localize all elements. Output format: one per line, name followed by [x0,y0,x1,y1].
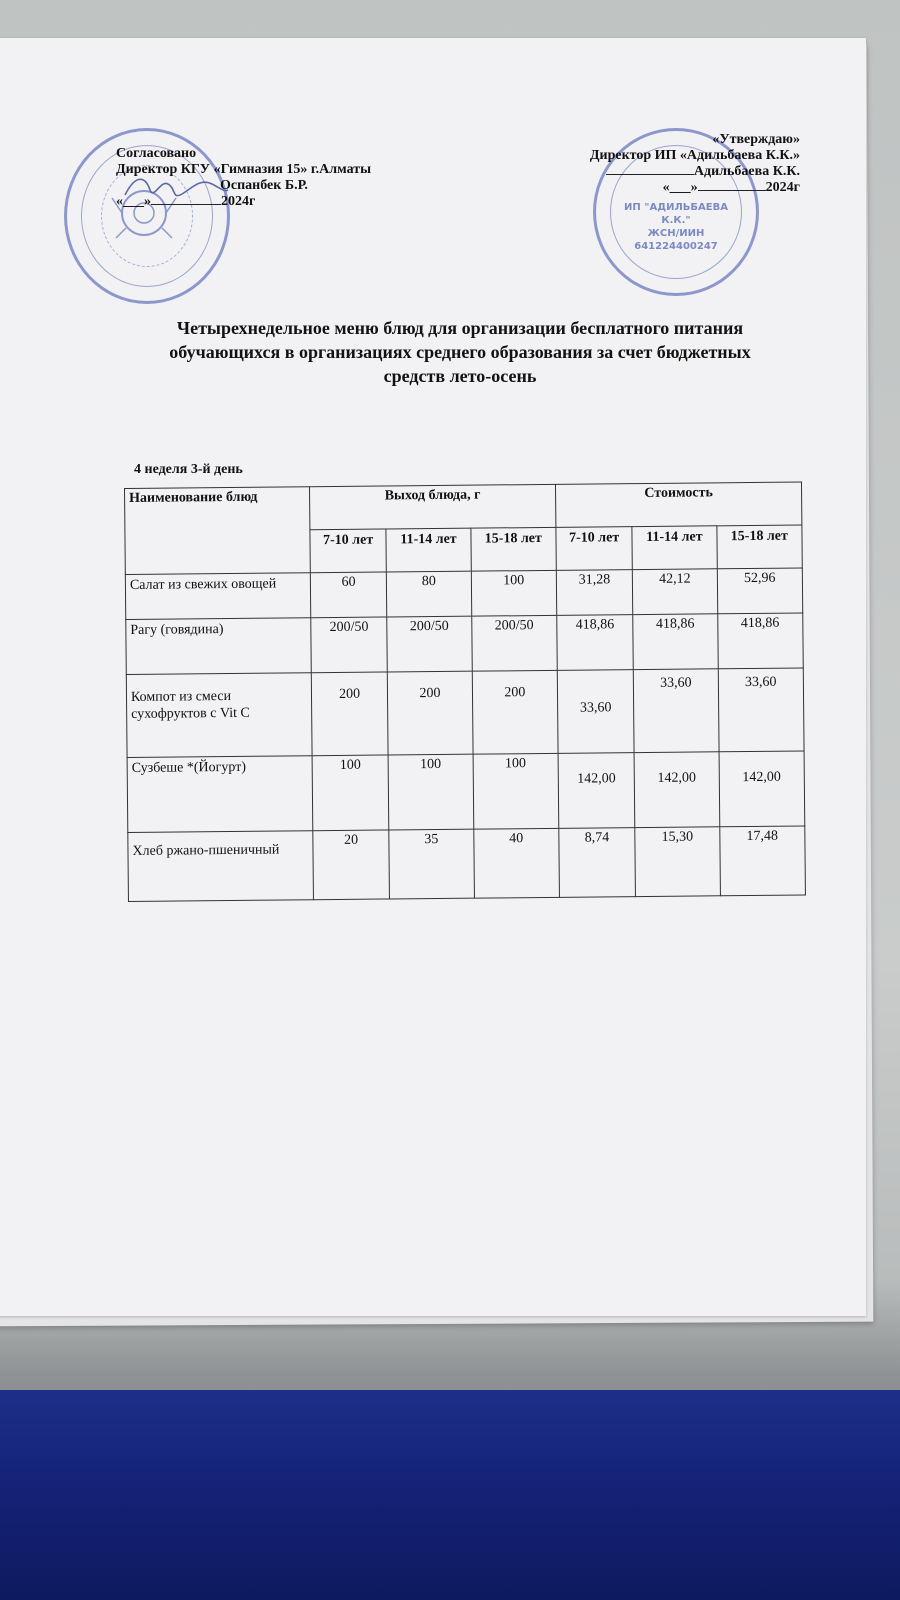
approval-block [560,132,800,196]
header-cost: Стоимость [555,482,801,527]
header-dish-name: Наименование блюд [125,487,311,575]
menu-table [124,481,806,901]
dish-name: Компот из смеси сухофруктов с Vit C [126,673,312,758]
cost-cell: 33,60 [557,670,634,754]
cost-cell: 15,30 [635,827,720,897]
agreement-date-suffix: 2024г [221,194,256,209]
handwritten-signature [120,170,230,210]
approval-director: Директор ИП «Адильбаева К.К.» [589,148,800,163]
dish-name: Салат из свежих овощей [125,573,310,620]
agreement-date-prefix: «___» [116,194,151,209]
cost-cell: 31,28 [556,570,633,616]
approval-date-prefix: «___» [662,180,698,195]
dish-name: Рагу (говядина) [126,618,312,675]
dish-name: Хлеб ржано-пшеничный [128,831,314,902]
header-cost-age-2: 11-14 лет [632,526,717,570]
yield-cell: 100 [388,754,473,830]
header-cost-age-1: 7-10 лет [556,527,633,571]
dish-name: Сузбеше *(Йогурт) [127,756,313,833]
cost-cell: 418,86 [633,614,718,670]
cost-cell: 17,48 [719,826,805,896]
cost-cell: 33,60 [718,668,804,752]
cost-cell: 418,86 [717,613,803,669]
yield-cell: 200 [388,671,473,755]
table-row [126,613,803,674]
cost-cell: 33,60 [634,669,719,753]
yield-cell: 200 [472,670,558,754]
agreement-name: Оспанбек Б.Р. [220,178,308,193]
table-row [125,568,802,619]
cost-cell: 142,00 [558,753,635,829]
header-yield-age-1: 7-10 лет [310,529,387,573]
week-day-label: 4 неделя 3-й день [134,462,243,477]
approval-name: Адильбаева К.К. [693,164,800,179]
seal-company-name: ИП "АДИЛЬБАЕВА К.К." [624,202,728,226]
yield-cell: 100 [471,570,557,616]
yield-cell: 35 [389,829,474,899]
table-row [127,751,805,832]
seal-id-label: ЖСН/ИИН [647,228,705,239]
document-title: Четырехнедельное меню блюд для организации бесплатного питания обучающихся в организациях среднего образования за счет бюджетных средств лето-осень [169,318,751,386]
agreement-director: Директор КГУ «Гимназия 15» г.Алматы [116,162,372,177]
yield-cell: 100 [473,753,559,829]
yield-cell: 40 [473,828,559,898]
cost-cell: 142,00 [719,751,805,827]
yield-cell: 80 [387,571,472,617]
cost-cell: 418,86 [557,615,634,671]
yield-cell: 200/50 [471,615,557,671]
cost-cell: 142,00 [634,752,719,828]
approval-date-suffix: 2024г [765,180,800,195]
seal-id-number: 641224400247 [634,241,718,252]
yield-cell: 200 [311,672,388,756]
table-row [126,668,804,757]
yield-cell: 100 [312,755,389,831]
header-cost-age-3: 15-18 лет [716,525,802,569]
yield-cell: 60 [310,572,387,618]
cost-cell: 8,74 [559,828,636,898]
yield-cell: 200/50 [387,616,472,672]
yield-cell: 200/50 [311,617,388,673]
agreement-label: Согласовано [116,146,197,161]
yield-cell: 20 [313,830,390,900]
header-yield: Выход блюда, г [309,484,555,529]
cost-cell: 42,12 [633,569,718,615]
table-row [128,826,806,901]
cost-cell: 52,96 [717,568,803,614]
approval-label: «Утверждаю» [712,132,800,147]
header-yield-age-3: 15-18 лет [471,527,557,571]
header-yield-age-2: 11-14 лет [386,528,471,572]
